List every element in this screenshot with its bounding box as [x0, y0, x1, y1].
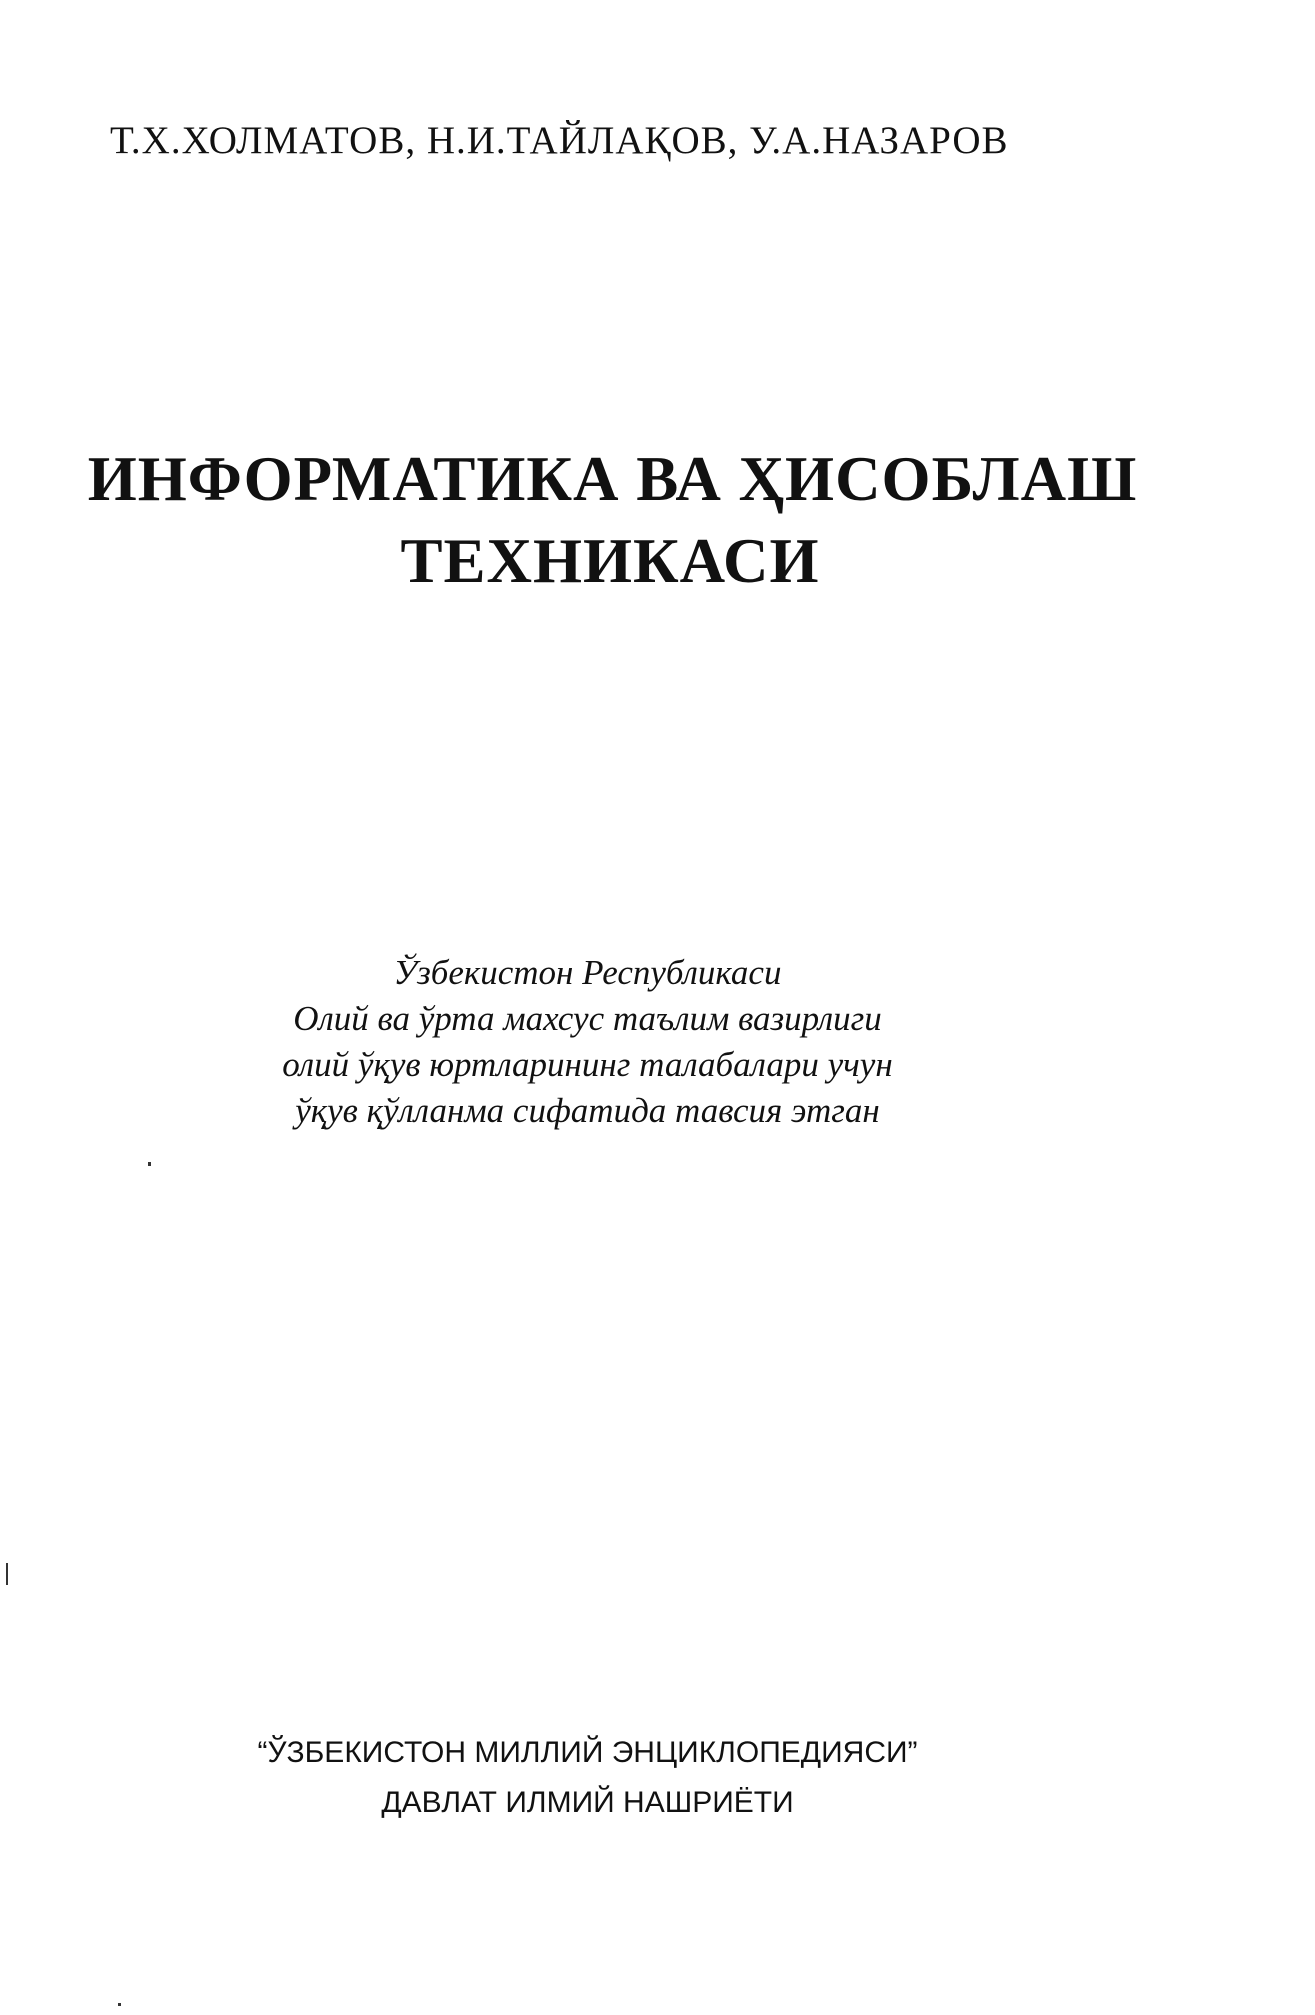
- approval-line-2: Олий ва ўрта махсус таълим вазирлиги: [293, 999, 882, 1038]
- publisher-line-2: ДАВЛАТ ИЛМИЙ НАШРИЁТИ: [381, 1786, 794, 1819]
- scan-speck: [118, 2003, 121, 2006]
- approval-line-1: Ўзбекистон Республикаси: [393, 953, 782, 992]
- book-title-line-2: ТЕХНИКАСИ: [400, 526, 820, 596]
- book-title-line-1: ИНФОРМАТИКА ВА ҲИСОБЛАШ: [87, 444, 1138, 514]
- publisher-line-1: “ЎЗБЕКИСТОН МИЛЛИЙ ЭНЦИКЛОПЕДИЯСИ”: [257, 1736, 918, 1769]
- approval-line-3: олий ўқув юртларининг талабалари учун: [282, 1045, 893, 1084]
- scan-speck: [148, 1162, 151, 1166]
- authors: Т.Х.ХОЛМАТОВ, Н.И.ТАЙЛАҚОВ, У.А.НАЗАРОВ: [110, 119, 1009, 162]
- scan-speck: [6, 1563, 8, 1585]
- approval-line-4: ўқув қўлланма сифатида тавсия этган: [295, 1091, 880, 1130]
- publisher: [0, 1728, 1315, 1828]
- approval-statement: [0, 950, 1315, 1134]
- book-title: [0, 438, 1315, 602]
